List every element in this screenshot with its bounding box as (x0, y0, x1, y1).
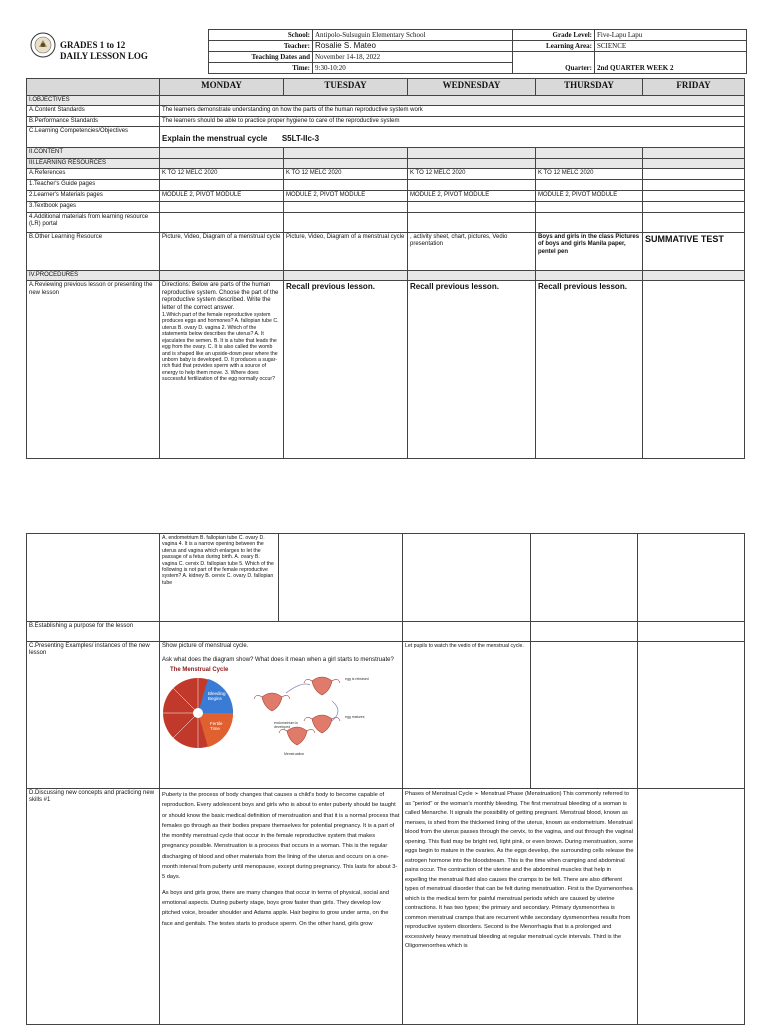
lm-monday: MODULE 2, PIVOT MODULE (160, 191, 284, 202)
examples-wednesday: Let pupils to watch the vedio of the menstrual cycle. (403, 642, 531, 789)
lm-thursday: MODULE 2, PIVOT MODULE (536, 191, 643, 202)
other-thursday: Boys and girls in the class Pictures of boys and girls Manila paper, pentel pen (536, 233, 643, 271)
day-header-thursday: THURSDAY (536, 79, 643, 96)
lesson-table-page2 (26, 533, 745, 1025)
teachers-guide-label: 1.Teacher's Guide pages (27, 180, 160, 191)
resources-label: III.LEARNING RESOURCES (27, 158, 160, 168)
diagram-label-bleeding: Bleeding Begins (208, 691, 226, 702)
references-tuesday: K TO 12 MELC 2020 (284, 169, 408, 180)
diagram-title: The Menstrual Cycle (170, 667, 229, 674)
review-questions-continued: A. endometrium B. fallopian tube C. ovary D. vagina 4. It is a narrow opening between the uterus and vagina which enlarges to let the passage of a fetus during birth. A. ovary B. vagina C. cervix D. fallopian tube 5. Which of the following is not part of the female reproductive system? A. kidney B. cervix C. ovary D. fallopian tube (160, 534, 279, 622)
performance-standards-label: B.Performance Standards (27, 116, 160, 126)
grade-label: Grade Level: (513, 30, 595, 41)
log-title: GRADES 1 to 12 DAILY LESSON LOG (60, 40, 148, 61)
discuss-puberty: Puberty is the process of body changes that causes a child's body to become capable of reproduction. Every adolescent boys and girls who is about to enter puberty should be taught or should know the basic medical definition of menstruation and that it is a normal process that females go through as their bodies prepare themselves for potential pregnancy. It is a part of the monthly menstrual cycle that occur in the female reproductive system that makes pregnancy possible. Menstruation is a process that occurs in a woman. This is the regular discharging of blood and other materials from the lining of the uterus and occurs on a one-month interval from puberty until menopause, except during pregnancy. This lasts for about 3-5 days. (162, 792, 400, 881)
recall-tuesday: Recall previous lesson. (284, 281, 408, 459)
examples-monday (160, 642, 403, 789)
references-label: A.References (27, 169, 160, 180)
other-wednesday: , activity sheet, chart, pictures, Vedio presentation (408, 233, 536, 271)
lm-tuesday: MODULE 2, PIVOT MODULE (284, 191, 408, 202)
other-resource-label: B.Other Learning Resource (27, 233, 160, 271)
content-label: II.CONTENT (27, 148, 160, 158)
menstrual-cycle-diagram (162, 667, 392, 757)
competency-code: S5LT-IIc-3 (281, 134, 320, 144)
diagram-note-release: egg is released (345, 677, 369, 682)
review-questions: 1.Which part of the female reproductive system produces eggs and hormones? A. fallopian tube C. uterus B. ovary D. vagina 2. Which of the statements below describes the uterus? A. It ejaculates the semen. B. It is a tube that leads the egg from the ovary. C. It is also called the womb and is shaped like an upside-down pear where the unborn baby is developed. D. It produces a sugar- rich fluid that provides sperm with a source of energy to help them move. 3. Where does successful fertilization of the egg normally occur? (162, 312, 279, 383)
dates-value: November 14-18, 2022 (313, 52, 513, 63)
performance-standards-text: The learners should be able to practice proper hygiene to care of the reproductive system (160, 116, 745, 126)
school-label: School: (209, 30, 313, 41)
deped-logo (30, 32, 56, 58)
review-monday (160, 281, 284, 459)
quarter-label: Quarter: (513, 52, 595, 74)
quarter-value: 2nd QUARTER WEEK 2 (595, 52, 747, 74)
discuss-label: D.Discussing new concepts and practicing new skills #1 (27, 789, 160, 1025)
recall-thursday: Recall previous lesson. (536, 281, 643, 459)
day-header-blank (27, 79, 160, 96)
lm-wednesday: MODULE 2, PIVOT MODULE (408, 191, 536, 202)
references-wednesday: K TO 12 MELC 2020 (408, 169, 536, 180)
dates-label: Teaching Dates and (209, 52, 313, 63)
area-label: Learning Area: (513, 41, 595, 52)
day-header-monday: MONDAY (160, 79, 284, 96)
diagram-note-endometrium: endometrium is developed (274, 721, 298, 730)
diagram-note-matures: egg matures (345, 715, 365, 720)
discuss-growth: As boys and girls grow, there are many changes that occur in terms of physical, social and emotional aspects. During puberty stage, boys grow faster than girls. They develop low pitched voice, broader shoulder and Adams apple. Hair begins to grow under arms, on the face and genitals. The testes starts to produce sperm. On the other hand, girls grow (162, 889, 389, 927)
other-tuesday: Picture, Video, Diagram of a menstrual cycle (284, 233, 408, 271)
teacher-value: Rosalie S. Mateo (313, 41, 513, 52)
review-directions: Directions: Below are parts of the human reproductive system. Choose the part of the reproductive system described. Write the letter of the correct answer. (162, 282, 279, 311)
other-monday: Picture, Video, Diagram of a menstrual cycle (160, 233, 284, 271)
time-label: Time: (209, 63, 313, 74)
purpose-label: B.Establishing a purpose for the lesson (27, 622, 160, 642)
recall-wednesday: Recall previous lesson. (408, 281, 536, 459)
competency-text (160, 127, 745, 148)
content-standards-text: The learners demonstrate understanding on how the parts of the human reproductive system work (160, 106, 745, 116)
competencies-label: C.Learning Competencies/Objectives (27, 127, 160, 148)
seal-icon (30, 32, 56, 58)
day-header-wednesday: WEDNESDAY (408, 79, 536, 96)
examples-show-picture: Show picture of menstrual cycle. (162, 643, 249, 649)
school-value: Antipolo-Sulsuguin Elementary School (313, 30, 513, 41)
content-standards-label: A.Content Standards (27, 106, 160, 116)
area-value: SCIENCE (595, 41, 747, 52)
grade-value: Five-Lapu Lapu (595, 30, 747, 41)
time-value: 9:30-10:20 (313, 63, 513, 74)
day-header-tuesday: TUESDAY (284, 79, 408, 96)
learners-materials-label: 2.Learner's Materials pages (27, 191, 160, 202)
references-monday: K TO 12 MELC 2020 (160, 169, 284, 180)
other-friday: SUMMATIVE TEST (643, 233, 745, 271)
procedures-label: IV.PROCEDURES (27, 271, 160, 281)
lesson-table-page1 (26, 78, 745, 459)
discuss-monday (160, 789, 403, 1025)
diagram-label-fertile: Fertile Time (210, 721, 223, 732)
references-thursday: K TO 12 MELC 2020 (536, 169, 643, 180)
objectives-label: I.OBJECTIVES (27, 96, 160, 106)
header-info-table (208, 29, 747, 74)
examples-label: C.Presenting Examples/ instances of the new lesson (27, 642, 160, 789)
discuss-wednesday: Phases of Menstrual Cycle ➢ Menstrual Phase (Menstruation) This commonly referred to as "period" or the woman's monthly bleeding. The first menstrual bleeding of a woman is called Menarche. It signals the possibility of getting pregnant. Menstrual blood, known as menses, is shed from the thickened lining of the uterus, known as endometrium. Menstrual blood from the uterus passes through the cervix, to the vagina, and out through the vaginal opening. This fluid may be bright red, light pink, or even brown. During menstruation, some eggs begin to mature in the ovaries. As the eggs develop, the surrounding cells release the estrogen hormone into the bloodstream. This is the time when cramping and abdominal pains occur. The contraction of the uterine and the abdominal muscles that help in expelling the menstrual fluid also causes the cramps to be felt. There are also different types of menstrual disorder that can be felt during menstruation. First is the Dysmenorrhea which is the medical term for painful menstrual periods which are caused by uterine contractions. It has two types; the primary and secondary. Primary dysmenorrhea is common menstrual cramps that are recurrent while secondary dysmenorrhea results from reproductive system disorders. Second is the Menorrhagia that is a prolonged and excessively heavy menstrual bleeding at regular menstrual cycle intervals. Third is the Oligomenorrhea which is (403, 789, 638, 1025)
examples-ask: Ask what does the diagram show? What does it mean when a girl starts to menstruate? (162, 656, 394, 663)
diagram-note-menstruation: Menstruation (284, 752, 305, 757)
teacher-label: Teacher: (209, 41, 313, 52)
textbook-label: 3.Textbook pages (27, 202, 160, 213)
lr-portal-label: 4.Additional materials from learning resource (LR) portal (27, 213, 160, 233)
review-label: A.Reviewing previous lesson or presenting the new lesson (27, 281, 160, 459)
competency-title: Explain the menstrual cycle (162, 134, 268, 144)
day-header-friday: FRIDAY (643, 79, 745, 96)
